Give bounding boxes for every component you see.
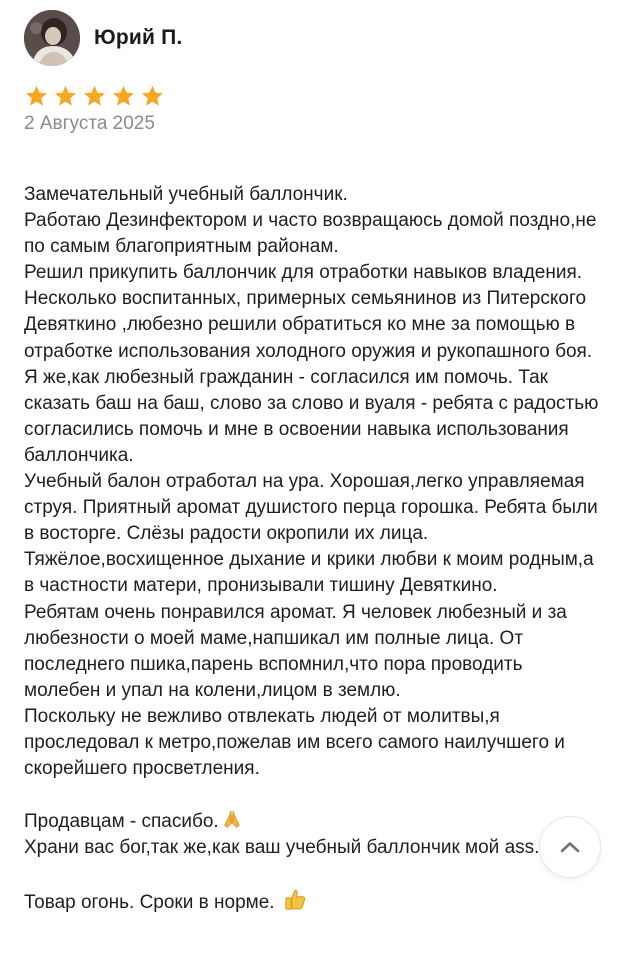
star-icon xyxy=(24,84,49,109)
review-header xyxy=(24,10,182,66)
thumbs-up-icon xyxy=(282,887,308,913)
review-closing-line xyxy=(24,887,604,916)
review-paragraph-main: Замечательный учебный баллончик. Работаю Дезинфектором и часто возвращаюсь домой поздно,не по самым благоприятным районам. Решил прикупить баллончик для отработки навыков владения. Несколько воспитанных, примерных семьянинов из Питерского Девяткино ,любезно решили обратиться ко мне за помощью в отработке использования холодного оружия и рукопашного боя. Я же,как любезный гражданин - согласился им помочь. Так сказать баш на баш, слово за слово и вуаля - ребята с радостью согласились помочь и мне в освоении навыка использования баллончика. Учебный балон отработал на ура. Хорошая,легко управляемая струя. Приятный аромат душистого перца горошка. Ребята были в восторге. Слёзы радости окропили их лица. Тяжёлое,восхищенное дыхание и крики любви к моим родным,а в частности матери, пронизывали тишину Девяткино. Ребятам очень понравился аромат. Я человек любезный и за любезности о моей маме,напшикал им полные лица. От последнего пшика,парень вспомнил,что пора проводить молебен и упал на колени,лицом в землю. Поскольку не вежливо отвлекать людей от молитвы,я проследовал к метро,пожелав им всего самого наилучшего и скорейшего просветления. xyxy=(24,184,599,780)
review-thanks-text: Продавцам - спасибо. xyxy=(24,811,219,833)
review-blessing-line: Храни вас бог,так же,как ваш учебный баллончик мой ass. xyxy=(24,837,540,859)
star-icon xyxy=(140,84,165,109)
scroll-to-top-button[interactable] xyxy=(539,816,601,878)
review-text xyxy=(24,182,604,916)
review-closing-text: Товар огонь. Сроки в норме. xyxy=(24,892,275,914)
review-author-name[interactable]: Юрий П. xyxy=(94,26,183,49)
star-icon xyxy=(53,84,78,109)
user-photo-avatar-icon xyxy=(24,10,80,66)
review-date: 2 Августа 2025 xyxy=(24,113,155,134)
star-icon xyxy=(82,84,107,109)
review-thanks-line xyxy=(24,808,604,835)
praying-hands-icon xyxy=(221,808,243,830)
rating-stars xyxy=(24,84,165,109)
star-icon xyxy=(111,84,136,109)
avatar[interactable] xyxy=(24,10,80,66)
chevron-up-icon xyxy=(559,840,581,854)
